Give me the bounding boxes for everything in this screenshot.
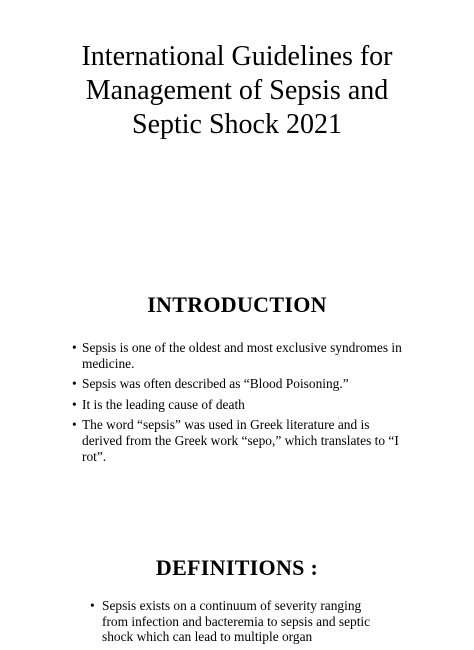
bullet-icon: • [90, 598, 95, 613]
title-line-2: Management of Sepsis and [85, 75, 389, 106]
bullet-text: It is the leading cause of death [82, 396, 245, 412]
introduction-bullet-list [72, 340, 412, 469]
bullet-text: Sepsis exists on a continuum of severity ranging from infection and bacteremia to sepsis and septic shock which can lead to multiple organ [102, 598, 371, 645]
list-item [72, 417, 412, 464]
bullet-icon: • [72, 376, 77, 392]
bullet-icon: • [72, 396, 77, 412]
bullet-text: Sepsis is one of the oldest and most exclusive syndromes in medicine. [82, 340, 402, 371]
bullet-icon: • [72, 340, 77, 355]
list-item [72, 340, 412, 371]
title-line-3: Septic Shock 2021 [132, 109, 342, 140]
title-line-1: International Guidelines for [81, 41, 393, 72]
definitions-bullet-list [90, 598, 390, 650]
list-item [90, 598, 390, 645]
bullet-text: The word “sepsis” was used in Greek literature and is derived from the Greek work “sepo,” which translates to “I rot”. [82, 417, 399, 464]
list-item [72, 376, 412, 392]
definitions-heading: DEFINITIONS : [155, 555, 319, 580]
document-title [0, 40, 474, 142]
list-item [72, 397, 412, 413]
bullet-icon: • [72, 417, 77, 433]
introduction-heading: INTRODUCTION [147, 292, 327, 317]
bullet-text: Sepsis was often described as “Blood Poisoning.” [82, 376, 349, 392]
